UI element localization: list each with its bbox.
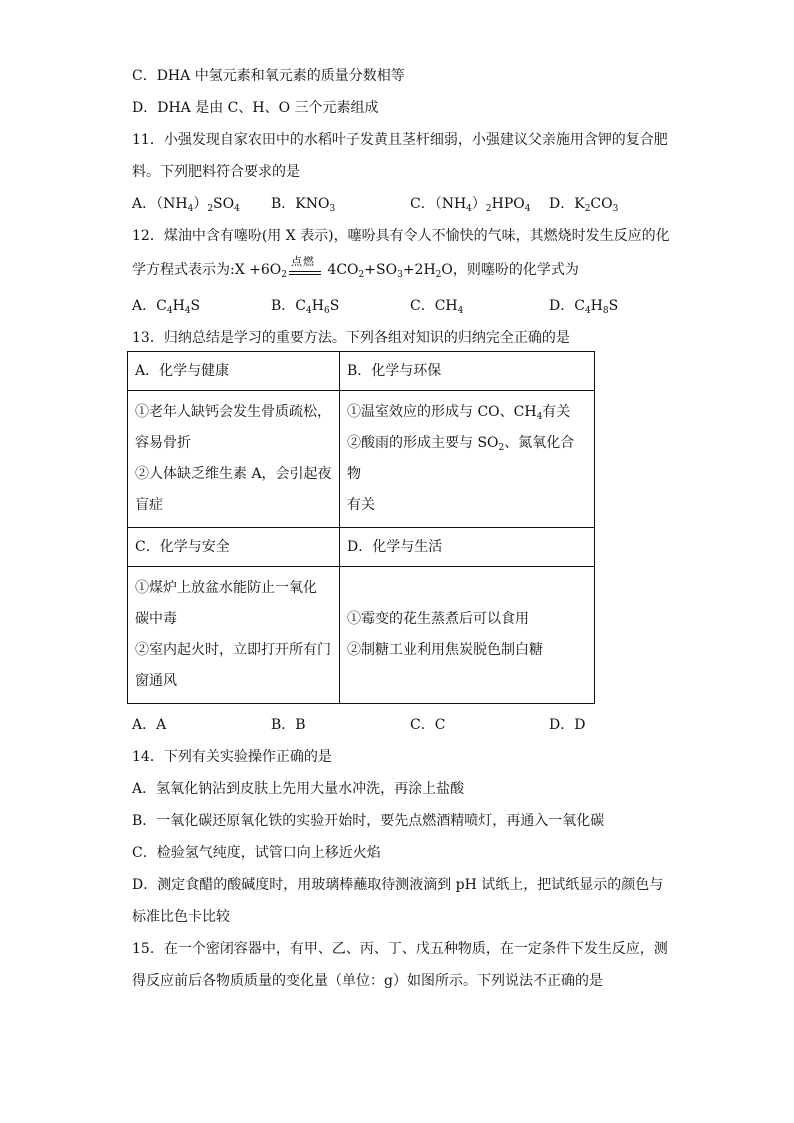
table-cell-b-header: B．化学与环保 [340,352,595,391]
q12-option-d: D．$C_4H_8S$ [549,298,619,316]
table-cell-a-header: A．化学与健康 [128,352,340,391]
q15-stem-line2: 得反应前后各物质质量的变化量（单位：g）如图所示。下列说法不正确的是 [132,973,603,989]
q11-options [132,194,652,214]
q12-option-c: C．$CH_4$ [410,298,464,316]
q12-option-b: B．$C_4H_6S$ [271,298,340,316]
q10-option-d: D．DHA 是由 C、H、O 三个元素组成 [132,100,379,116]
q13-option-b: B．B [271,717,306,733]
q11-option-c: C．$(NH_4)_2HPO_4$ [410,196,531,214]
q11-option-b: B．$KNO_3$ [271,196,336,214]
q13-summary-table [127,351,595,704]
table-cell-a-body: ①老年人缺钙会发生骨质疏松， 容易骨折 ②人体缺乏维生素 A，会引起夜 盲症 [128,391,340,528]
table-cell-d-body: ①霉变的花生蒸煮后可以食用 ②制糖工业利用焦炭脱色制白糖 [340,567,595,704]
q10-option-c: C．DHA 中氢元素和氧元素的质量分数相等 [132,68,405,84]
q13-option-a: A．A [132,717,167,733]
q15-stem-line1: 15．在一个密闭容器中，有甲、乙、丙、丁、戊五种物质，在一定条件下发生反应，测 [132,941,668,957]
q13-stem: 13．归纳总结是学习的重要方法。下列各组对知识的归纳完全正确的是 [132,330,570,346]
q14-stem: 14．下列有关实验操作正确的是 [132,749,332,765]
q11-stem-line2: 料。下列肥料符合要求的是 [132,164,300,180]
q11-option-d: D．$K_2CO_3$ [549,196,619,214]
q14-option-d-line2: 标准比色卡比较 [132,909,230,925]
q12-options [132,296,652,316]
q12-option-a: A．$C_4H_4S$ [132,298,201,316]
q14-option-d-line1: D．测定食醋的酸碱度时，用玻璃棒蘸取待测液滴到 pH 试纸上，把试纸显示的颜色与 [132,877,664,893]
q12-stem-line2: 学方程式表示为:X $+6O_2$ 点燃 $4CO_2+SO_3+2H_2O$，则噻吩的化学式为 [132,255,579,280]
q14-option-b: B．一氧化碳还原氧化铁的实验开始时，要先点燃酒精喷灯，再通入一氧化碳 [132,813,605,829]
reaction-condition: 点燃 [287,260,323,280]
q11-stem-line1: 11．小强发现自家农田中的水稻叶子发黄且茎杆细弱，小强建议父亲施用含钾的复合肥 [132,132,668,148]
table-cell-c-header: C．化学与安全 [128,528,340,567]
q13-options [132,715,652,735]
table-cell-c-body: ①煤炉上放盆水能防止一氧化 碳中毒 ②室内起火时，立即打开所有门 窗通风 [128,567,340,704]
q13-option-d: D．D [549,717,586,733]
table-cell-b-body: ①温室效应的形成与 CO、$CH_4$有关 ②酸雨的形成主要与 $SO_2$、氮氧化合物 有关 [340,391,595,528]
q13-option-c: C．C [410,717,446,733]
q11-option-a: A．$(NH_4)_2SO_4$ [132,196,240,214]
table-cell-d-header: D．化学与生活 [340,528,595,567]
q12-stem-line1: 12．煤油中含有噻吩(用 X 表示)，噻吩具有令人不愉快的气味，其燃烧时发生反应的化 [132,228,670,244]
q14-option-a: A．氢氧化钠沾到皮肤上先用大量水冲洗，再涂上盐酸 [132,781,465,797]
q14-option-c: C．检验氢气纯度，试管口向上移近火焰 [132,845,381,861]
